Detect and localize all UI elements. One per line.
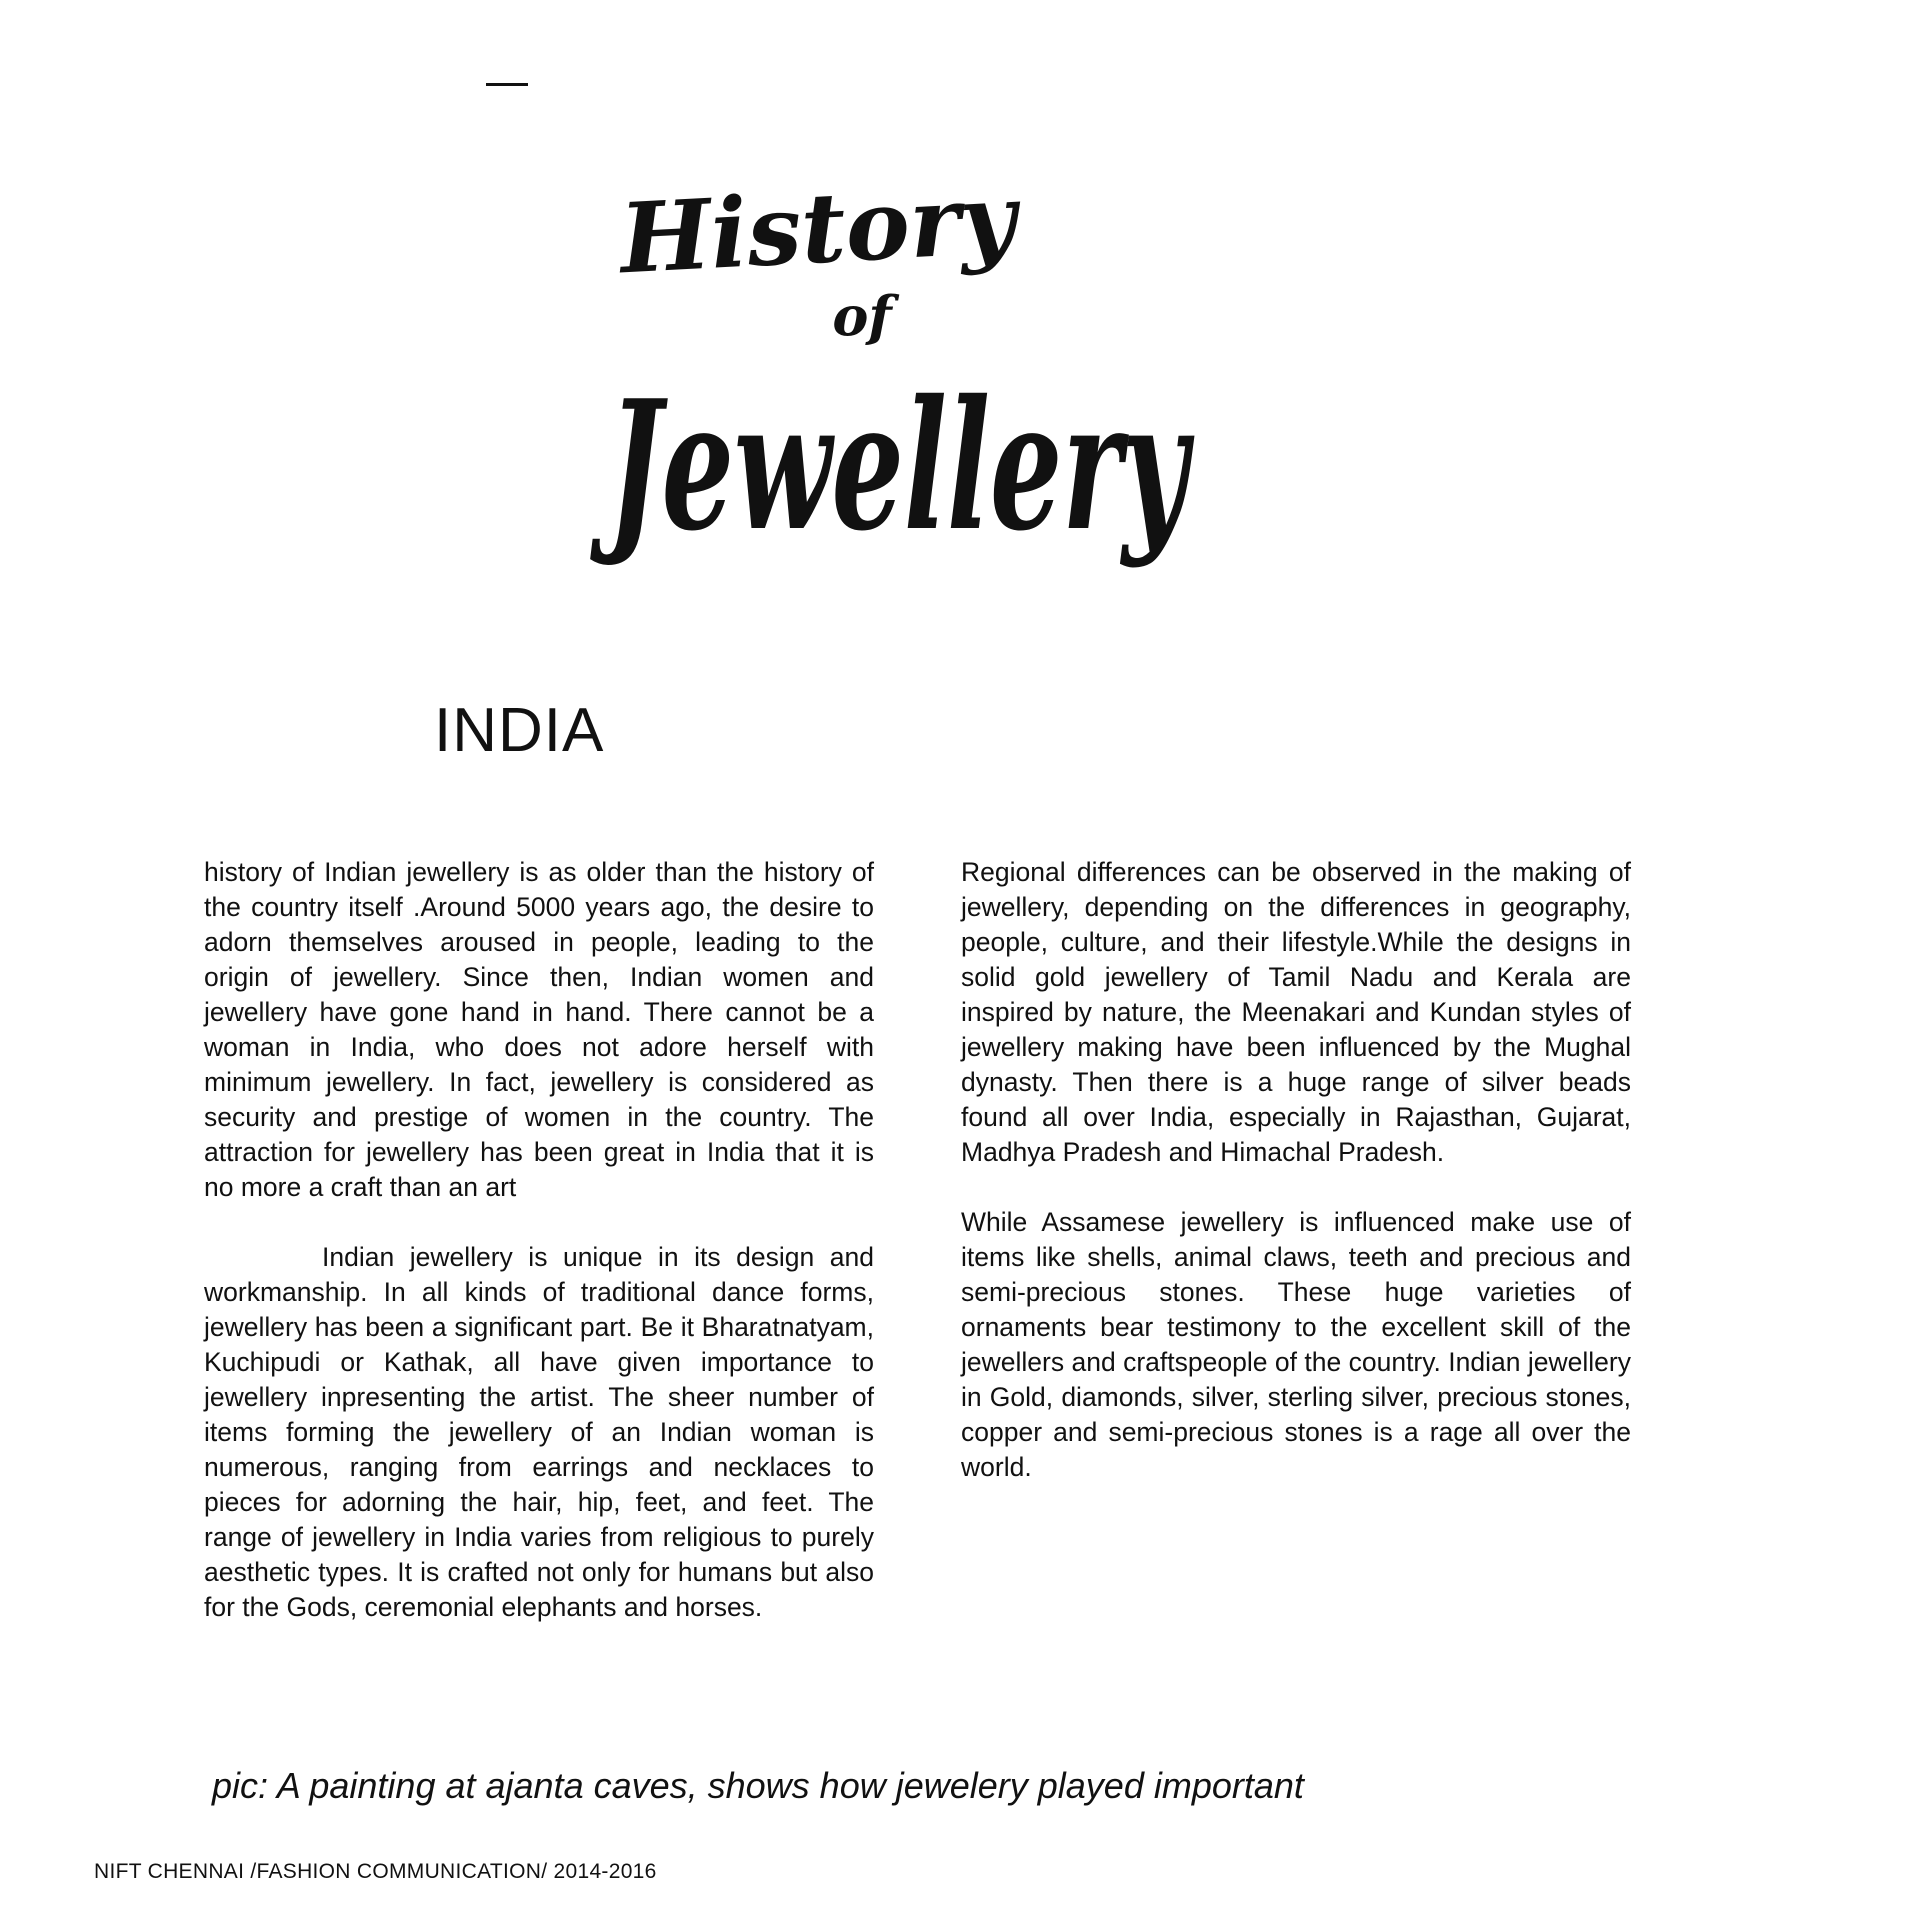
image-caption: pic: A painting at ajanta caves, shows how jewelery played important [212, 1765, 1304, 1806]
page-footer: NIFT CHENNAI /FASHION COMMUNICATION/ 2014-2016 [94, 1860, 657, 1883]
right-paragraph-1: Regional differences can be observed in the making of jewellery, depending on the differences in geography, people, culture, and their lifestyle.While the designs in solid gold jewellery of Tamil Nadu and Kerala are inspired by nature, the Meenakari and Kundan styles of jewellery making have been influenced by the Mughal dynasty. Then there is a huge range of silver beads found all over India, especially in Rajasthan, Gujarat, Madhya Pradesh and Himachal Pradesh. [961, 857, 1631, 1167]
title-jewellery: Jewellery [590, 361, 1195, 570]
left-text-column [204, 855, 874, 1625]
title-history: History [617, 161, 1019, 296]
section-heading-india: INDIA [434, 696, 605, 765]
right-text-column [961, 855, 1631, 1485]
title-block [0, 0, 1920, 720]
title-of: of [832, 284, 892, 348]
left-paragraph-1: history of Indian jewellery is as older than the history of the country itself .Around 5000 years ago, the desire to adorn themselves aroused in people, leading to the origin of jewellery. Since then, Indian women and jewellery have gone hand in hand. There cannot be a woman in India, who does not adore herself with minimum jewellery. In fact, jewellery is considered as security and prestige of women in the country. The attraction for jewellery has been great in India that it is no more a craft than an art [204, 857, 874, 1202]
left-paragraph-2: Indian jewellery is unique in its design and workmanship. In all kinds of traditional dance forms, jewellery has been a significant part. Be it Bharatnatyam, Kuchipudi or Kathak, all have given importance to jewellery inpresenting the artist. The sheer number of items forming the jewellery of an Indian woman is numerous, ranging from earrings and necklaces to pieces for adorning the hair, hip, feet, and feet. The range of jewellery in India varies from religious to purely aesthetic types. It is crafted not only for humans but also for the Gods, ceremonial elephants and horses. [204, 1242, 874, 1622]
right-paragraph-2: While Assamese jewellery is influenced make use of items like shells, animal claws, teeth and precious and semi-precious stones. These huge varieties of ornaments bear testimony to the excellent skill of the jewellers and craftspeople of the country. Indian jewellery in Gold, diamonds, silver, sterling silver, precious stones, copper and semi-precious stones is a rage all over the world. [961, 1207, 1631, 1482]
